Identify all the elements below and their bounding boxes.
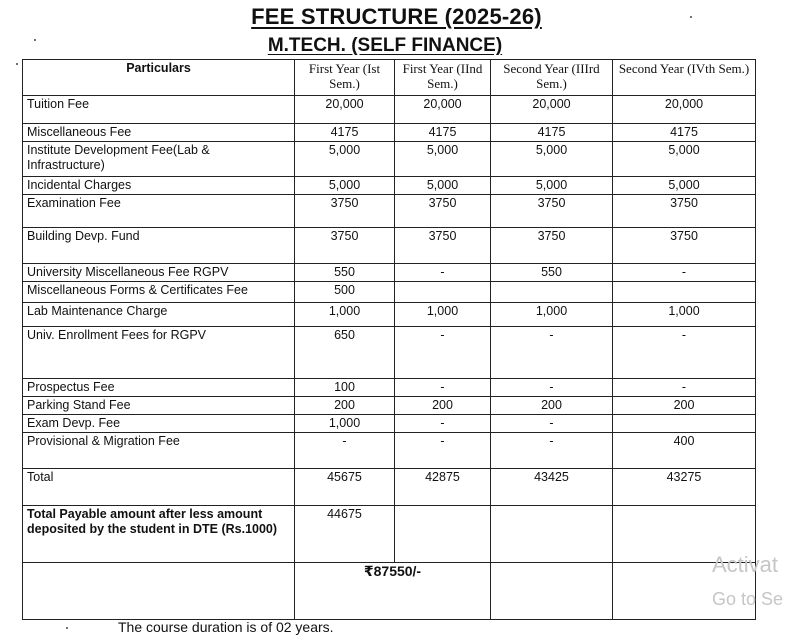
cell-value: 5,000: [395, 142, 491, 177]
empty-cell: [23, 563, 295, 620]
cell-value: 3750: [613, 195, 756, 228]
cell-value: [395, 506, 491, 563]
cell-value: -: [613, 327, 756, 379]
fee-table: [22, 59, 756, 620]
cell-value: 3750: [295, 195, 395, 228]
row-label-total: Total: [23, 469, 295, 506]
row-label: Miscellaneous Forms & Certificates Fee: [23, 282, 295, 303]
row-label: Lab Maintenance Charge: [23, 303, 295, 327]
table-row: [23, 415, 756, 433]
cell-value: 650: [295, 327, 395, 379]
table-row: [23, 433, 756, 469]
cell-value: -: [395, 415, 491, 433]
row-label: Parking Stand Fee: [23, 397, 295, 415]
row-label: Prospectus Fee: [23, 379, 295, 397]
cell-value: -: [395, 379, 491, 397]
table-row: [23, 228, 756, 264]
scan-speck: [16, 63, 18, 65]
cell-value: -: [613, 264, 756, 282]
cell-value: 20,000: [395, 96, 491, 124]
activation-watermark: [712, 548, 783, 616]
watermark-line-2: Go to Se: [712, 589, 784, 609]
course-duration-note: The course duration is of 02 years.: [118, 619, 334, 635]
cell-value: 5,000: [491, 177, 613, 195]
cell-value: 3750: [613, 228, 756, 264]
header-sem-4: Second Year (IVth Sem.): [613, 60, 756, 96]
cell-value: -: [491, 327, 613, 379]
cell-value: 5,000: [491, 142, 613, 177]
table-row: [23, 397, 756, 415]
cell-value: 550: [491, 264, 613, 282]
header-row: [23, 60, 756, 96]
table-row: [23, 469, 756, 506]
cell-value: 4175: [613, 124, 756, 142]
table-row: [23, 327, 756, 379]
header-sem-2: First Year (IInd Sem.): [395, 60, 491, 96]
cell-value: -: [295, 433, 395, 469]
grand-total: ₹87550/-: [295, 563, 491, 620]
cell-value: 3750: [395, 195, 491, 228]
cell-value: 4175: [491, 124, 613, 142]
cell-value: 100: [295, 379, 395, 397]
cell-value: 20,000: [491, 96, 613, 124]
cell-value: [613, 282, 756, 303]
cell-value: 1,000: [491, 303, 613, 327]
row-label: Incidental Charges: [23, 177, 295, 195]
cell-value: 5,000: [295, 142, 395, 177]
cell-value: 4175: [295, 124, 395, 142]
cell-value: 42875: [395, 469, 491, 506]
row-label: Institute Development Fee(Lab & Infrastructure): [23, 142, 295, 177]
scan-speck: [34, 39, 36, 41]
table-row: [23, 282, 756, 303]
cell-value: 3750: [395, 228, 491, 264]
cell-value: 43425: [491, 469, 613, 506]
cell-value: [395, 282, 491, 303]
cell-value: 1,000: [295, 303, 395, 327]
cell-value: 1,000: [295, 415, 395, 433]
cell-value: 20,000: [613, 96, 756, 124]
cell-value: 3750: [295, 228, 395, 264]
cell-value: 200: [613, 397, 756, 415]
row-label: Building Devp. Fund: [23, 228, 295, 264]
cell-value: 5,000: [613, 177, 756, 195]
cell-value: 45675: [295, 469, 395, 506]
cell-value: -: [491, 379, 613, 397]
row-label: Miscellaneous Fee: [23, 124, 295, 142]
table-row: [23, 264, 756, 282]
cell-value: 400: [613, 433, 756, 469]
cell-value: 550: [295, 264, 395, 282]
row-label: Examination Fee: [23, 195, 295, 228]
cell-value: 500: [295, 282, 395, 303]
header-particulars: Particulars: [23, 60, 295, 96]
cell-value: -: [395, 433, 491, 469]
cell-value: [491, 282, 613, 303]
watermark-line-1: Activat: [712, 552, 779, 577]
cell-value: 1,000: [395, 303, 491, 327]
cell-value: [613, 415, 756, 433]
cell-value: 200: [295, 397, 395, 415]
table-row: [23, 195, 756, 228]
empty-cell: [491, 563, 613, 620]
header-sem-1: First Year (Ist Sem.): [295, 60, 395, 96]
cell-value: -: [491, 415, 613, 433]
cell-value: -: [613, 379, 756, 397]
cell-value: -: [395, 327, 491, 379]
cell-value: 5,000: [395, 177, 491, 195]
cell-value: 5,000: [613, 142, 756, 177]
cell-value: 4175: [395, 124, 491, 142]
table-row: [23, 142, 756, 177]
cell-value: 1,000: [613, 303, 756, 327]
page-subtitle: M.TECH. (SELF FINANCE): [267, 35, 503, 56]
cell-value: 200: [491, 397, 613, 415]
table-row: [23, 124, 756, 142]
grand-total-row: [23, 563, 756, 620]
cell-value: 3750: [491, 195, 613, 228]
row-label: University Miscellaneous Fee RGPV: [23, 264, 295, 282]
row-label: Provisional & Migration Fee: [23, 433, 295, 469]
table-row: [23, 303, 756, 327]
row-label: Tuition Fee: [23, 96, 295, 124]
table-row: [23, 506, 756, 563]
cell-value: 3750: [491, 228, 613, 264]
row-label: Exam Devp. Fee: [23, 415, 295, 433]
cell-value: 43275: [613, 469, 756, 506]
scan-speck: [690, 16, 692, 18]
cell-value: -: [395, 264, 491, 282]
row-label: Univ. Enrollment Fees for RGPV: [23, 327, 295, 379]
cell-value: [491, 506, 613, 563]
cell-value: -: [491, 433, 613, 469]
header-sem-3: Second Year (IIIrd Sem.): [491, 60, 613, 96]
cell-value: 44675: [295, 506, 395, 563]
table-row: [23, 96, 756, 124]
cell-value: 200: [395, 397, 491, 415]
table-row: [23, 379, 756, 397]
cell-value: 5,000: [295, 177, 395, 195]
scan-speck: [66, 627, 68, 629]
row-label-total-payable: Total Payable amount after less amount deposited by the student in DTE (Rs.1000): [23, 506, 295, 563]
page-title: FEE STRUCTURE (2025-26): [251, 4, 542, 29]
table-row: [23, 177, 756, 195]
cell-value: 20,000: [295, 96, 395, 124]
